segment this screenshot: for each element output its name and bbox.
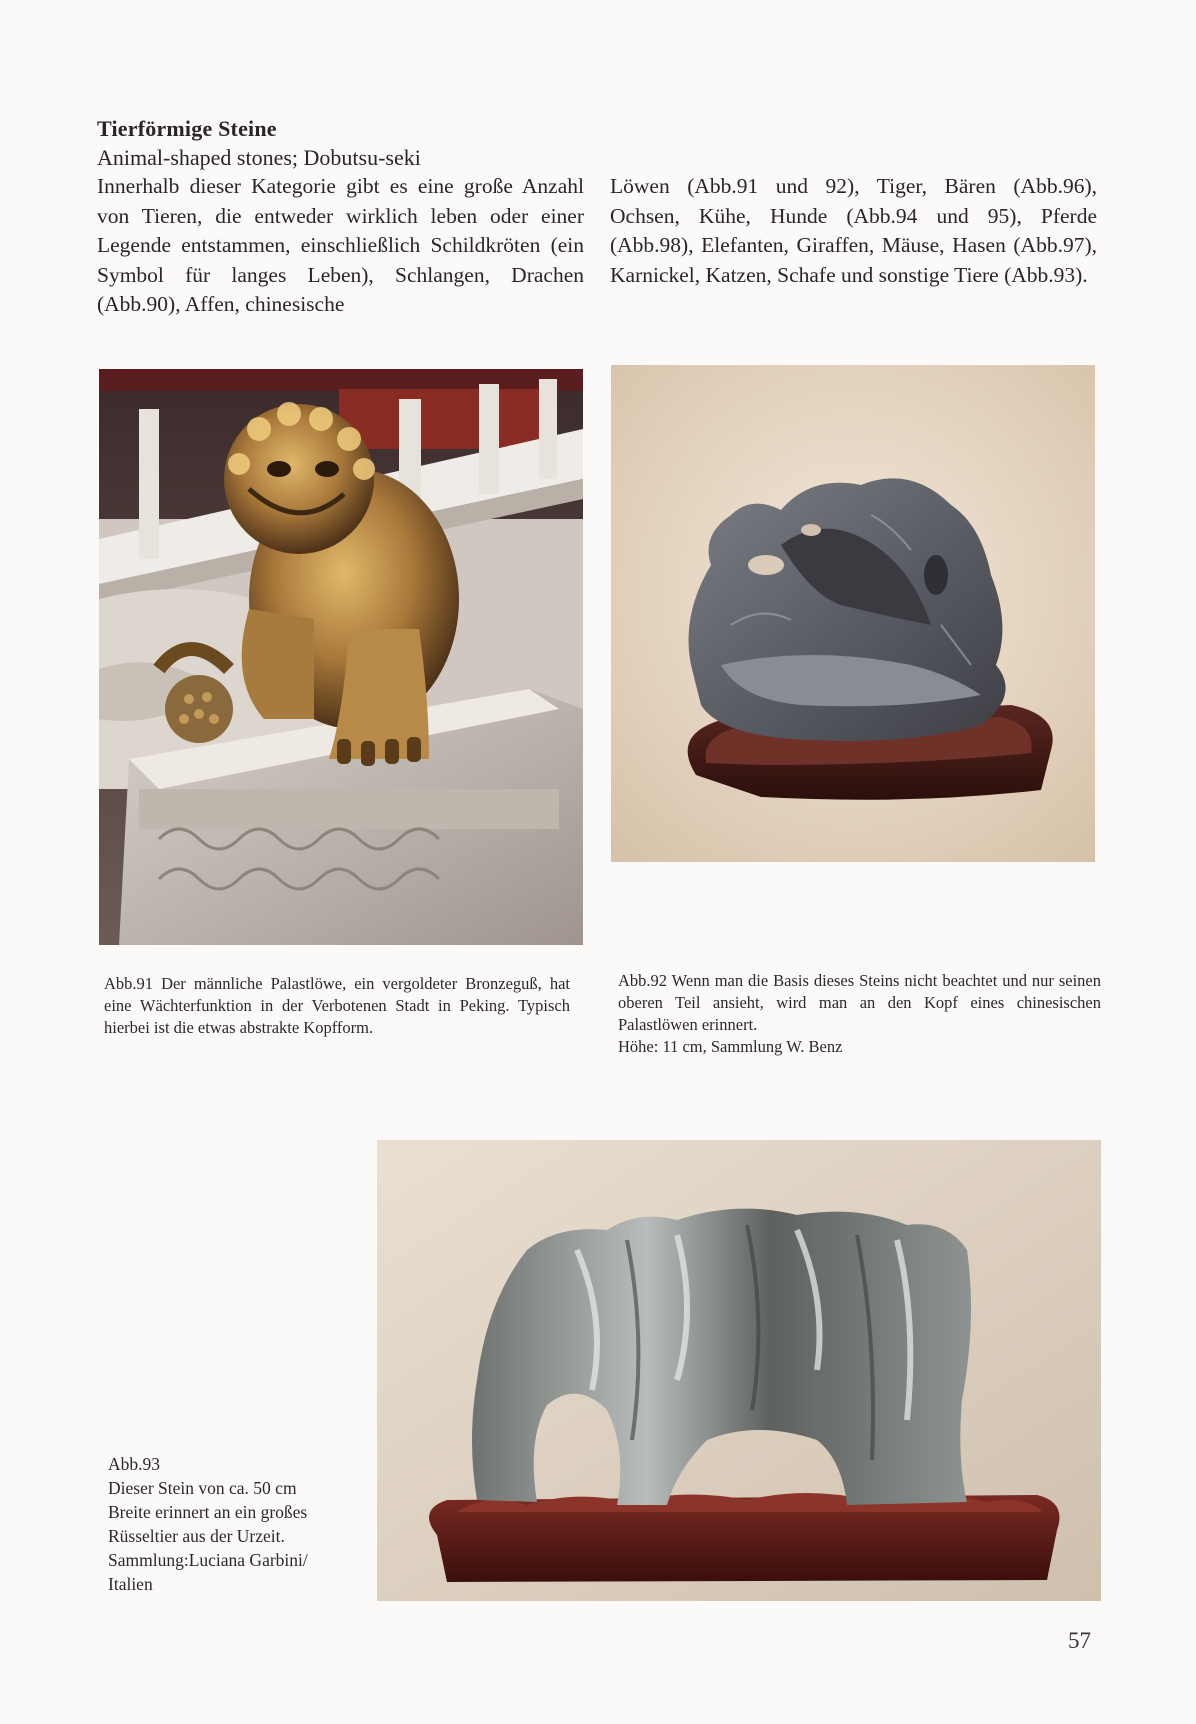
caption-figure-93-line: Rüsseltier aus der Urzeit. xyxy=(108,1526,285,1546)
caption-figure-91: Abb.91 Der männliche Palastlöwe, ein vergoldeter Bronzeguß, hat eine Wächterfunktion in der Verbotenen Stadt in Peking. Typisch hierbei ist die etwas abstrakte Kopfform. xyxy=(104,974,570,1037)
caption-figure-92 xyxy=(618,970,1101,1058)
caption-figure-93-label: Abb.93 xyxy=(108,1454,161,1474)
section-subtitle: Animal-shaped stones; Dobutsu-seki xyxy=(97,145,421,170)
body-text-left: Innerhalb dieser Kategorie gibt es eine große Anzahl von Tieren, die entweder wirklich leben oder einer Legende entstammen, einschließlich Schildkröten (ein Symbol für langes Leben), Schlangen, Drachen (Abb.90), Affen, chinesische xyxy=(97,174,584,316)
caption-figure-92-text: Abb.92 Wenn man die Basis dieses Steins nicht beachtet und nur seinen oberen Teil ansieht, wird man an den Kopf eines chinesischen Palastlöwen erinnert. xyxy=(618,971,1101,1034)
photo-palace-lion xyxy=(99,369,583,945)
section-heading xyxy=(97,114,597,172)
caption-figure-93 xyxy=(108,1452,353,1596)
caption-figure-92-extra: Höhe: 11 cm, Sammlung W. Benz xyxy=(618,1037,843,1056)
caption-figure-93-line: Breite erinnert an ein großes xyxy=(108,1502,308,1522)
caption-figure-93-line: Dieser Stein von ca. 50 cm xyxy=(108,1478,297,1498)
body-text-right: Löwen (Abb.91 und 92), Tiger, Bären (Abb.96), Ochsen, Kühe, Hunde (Abb.94 und 95), Pferde (Abb.98), Elefanten, Giraffen, Mäuse, Hasen (Abb.97), Karnickel, Katzen, Schafe und sonstige Tiere (Abb.93). xyxy=(610,174,1097,287)
photo-elephant-stone xyxy=(377,1140,1101,1601)
caption-figure-93-line: Sammlung:Luciana Garbini/ xyxy=(108,1550,308,1570)
page-number: 57 xyxy=(1068,1628,1091,1653)
caption-figure-93-line: Italien xyxy=(108,1574,153,1594)
photo-stone-lion-head xyxy=(611,365,1095,862)
section-title: Tierförmige Steine xyxy=(97,116,277,141)
